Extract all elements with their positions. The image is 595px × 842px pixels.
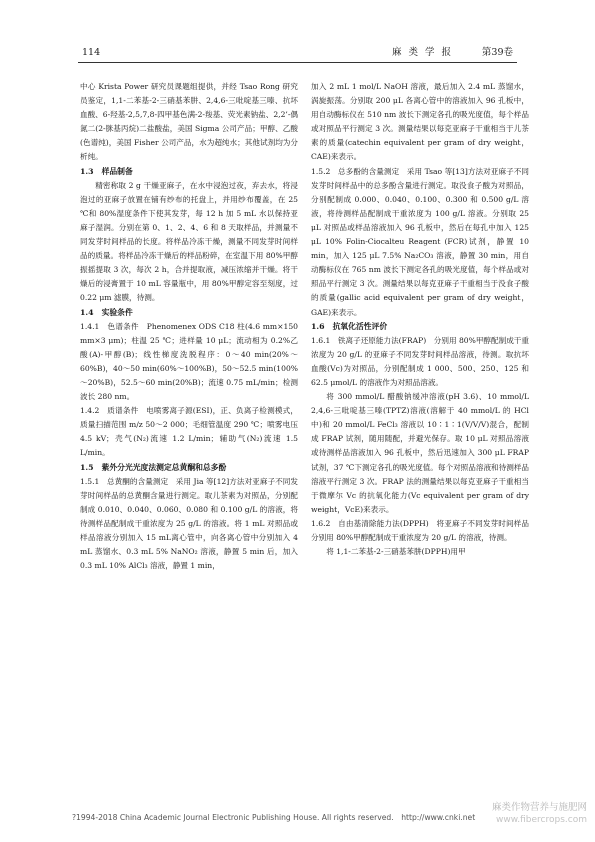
site-watermark [492, 802, 587, 826]
section-title: 实验条件 [101, 307, 133, 317]
body-paragraph: 1.6.1 铁离子还原能力法(FRAP) 分别用 80%甲醇配制成干重浓度为 20 g/L 的亚麻子不同发芽时间样品溶液，待测。取抗坏血酸(Vc)为对照品，分别配制成 1 000、500、250、125 和 62.5 μmol/L 的溶液作为对照品溶液。 [311, 335, 529, 387]
right-text-column [311, 80, 529, 559]
section-number: 1.6 [311, 321, 325, 331]
left-text-column [80, 80, 298, 573]
running-header [78, 44, 517, 63]
body-paragraph: 将 1,1-二苯基-2-三硝基苯肼(DPPH)用甲 [326, 547, 466, 557]
section-number: 1.3 [80, 166, 94, 176]
body-paragraph: 精密称取 2 g 干燥亚麻子，在水中浸泡过夜，弃去水，将浸泡过的亚麻子放置在铺有纱布的托盘上，并用纱布覆盖，在 25 ℃和 80%湿度条件下使其发芽，每 12 h 加 5 mL 水以保持亚麻子湿润。分别在第 0、1、2、4、6 和 8 天取样品，并测量不同发芽时间样品的长度。将样品冷冻干燥，测量不同发芽时间样品的质量。将样品冷冻干燥后的样品粉碎，在室温下用 80%甲醇振摇提取 3 次，每次 2 h，合并提取液，减压浓缩并干燥。将干燥后的浸膏置于 10 mL 容量瓶中，用 80%甲醇定容至刻度，过 0.22 μm 滤膜，待测。 [80, 180, 298, 303]
watermark-chinese: 麻类作物营养与施肥网 [491, 802, 587, 813]
section-heading [80, 461, 298, 475]
body-paragraph: 1.6.2 自由基清除能力法(DPPH) 将亚麻子不同发芽时间样品分别用 80%甲醇配制成干重浓度为 20 g/L 的溶液，待测。 [311, 518, 529, 542]
journal-title: 麻 类 学 报 [391, 47, 453, 58]
section-title: 样品制备 [101, 166, 133, 176]
body-paragraph: 1.4.1 色谱条件 Phenomenex ODS C18 柱(4.6 mm×150 mm×3 μm)；柱温 25 ℃；进样量 10 μL；流动相为 0.2%乙酸(A)-甲醇(B)；线性梯度洗脱程序：0～40 min(20%～60%B)，40～50 min(60%～100%B)，50～52.5 min(100%～20%B)，52.5～60 min(20%B)；流速 0.75 mL/min；检测波长 280 nm。 [80, 321, 298, 402]
section-number: 1.5 [80, 462, 94, 472]
volume-label: 第39卷 [481, 47, 513, 58]
section-number: 1.4 [80, 307, 94, 317]
body-paragraph: 中心 Krista Power 研究员课题组提供，并经 Tsao Rong 研究员鉴定，1,1-二苯基-2-三硝基苯肼、2,4,6-三吡啶基三嗪、抗坏血酸、6-羟基-2,5,7,8-四甲基色满-2-羧基、荧光素钠盐、2,2’-偶氮二(2-脒基丙烷)二盐酸盐，美国 Sigma 公司产品；甲醇、乙酸(色谱纯)，美国 Fisher 公司产品，水为超纯水；其他试剂均为分析纯。 [80, 82, 298, 162]
watermark-url: www.fibercrops.com [496, 815, 587, 825]
page-number: 114 [82, 47, 101, 58]
section-heading [311, 320, 529, 334]
section-title: 紫外分光光度法测定总黄酮和总多酚 [101, 462, 227, 472]
body-paragraph: 将 300 mmol/L 醋酸钠缓冲溶液(pH 3.6)、10 mmol/L 2,4,6-三吡啶基三嗪(TPTZ)溶液(溶解于 40 mmol/L 的 HCl 中)和 20 mmol/L FeCl₃ 溶液以 10∶1∶1(V/V/V)混合，配制成 FRAP 试剂，随用随配，并避光保存。取 10 μL 对照品溶液或待测样品溶液加入 96 孔板中，然后迅速加入 300 μL FRAP 试剂，37 ℃下测定各孔的吸光度值。每个对照品溶液和待测样品溶液平行测定 3 次。FRAP 法的测量结果以每克亚麻子干重相当于微摩尔 Vc 的抗氧化能力(Vc equivalent per gram of dry weight，VcE)来表示。 [311, 392, 530, 514]
section-heading [80, 165, 298, 179]
copyright-notice: ?1994-2018 China Academic Journal Electronic Publishing House. All rights reserved. http://www.cnki.net [72, 813, 476, 822]
body-paragraph: 1.5.1 总黄酮的含量测定 采用 Jia 等[12]方法对亚麻子不同发芽时间样品的总黄酮含量进行测定。取儿茶素为对照品，分别配制成 0.010、0.040、0.060、0.080 和 0.100 g/L 的溶液，将待测样品配制成干重浓度为 25 g/L 的溶液。将 1 mL 对照品或样品溶液分别加入 15 mL离心管中，向各离心管中分别加入 4 mL 蒸馏水、0.3 mL 5% NaNO₂ 溶液，静置 5 min 后，加入 0.3 mL 10% AlCl₃ 溶液，静置 1 min， [80, 476, 298, 571]
body-paragraph: 加入 2 mL 1 mol/L NaOH 溶液，最后加入 2.4 mL 蒸馏水，涡旋振荡。分别取 200 μL 各离心管中的溶液加入 96 孔板中，用自动酶标仪在 510 nm 波长下测定各孔的吸光度值，每个样品或对照品平行测定 3 次。测量结果以每克亚麻子干重相当于儿茶素的质量(catechin equivalent per gram of dry weight，CAE)来表示。 [311, 82, 529, 162]
body-paragraph: 1.4.2 质谱条件 电喷雾离子源(ESI)，正、负离子检测模式，质量扫描范围 m/z 50～2 000；毛细管温度 290 ℃；喷雾电压 4.5 kV；壳气(N₂)流速 1.2 L/min；辅助气(N₂)流速 1.5 L/min。 [80, 406, 298, 458]
body-paragraph: 1.5.2 总多酚的含量测定 采用 Tsao 等[13]方法对亚麻子不同发芽时间样品中的总多酚含量进行测定。取没食子酸为对照品，分别配制成 0.000、0.040、0.100、0.300 和 0.500 g/L 溶液，将待测样品配制成干重浓度为 100 g/L 溶液。分别取 25 μL 对照品或样品溶液加入 96 孔板中，然后在每孔中加入 125 μL 10% Folin-Ciocalteu Reagent (FCR)试剂，静置 10 min，加入 125 μL 7.5% Na₂CO₃ 溶液，静置 30 min，用自动酶标仪在 765 nm 波长下测定各孔的吸光度值，每个样品或对照品平行测定 3 次。测量结果以每克亚麻子干重相当于没食子酸的质量(gallic acid equivalent per gram of dry weight，GAE)来表示。 [311, 166, 529, 317]
section-title: 抗氧化活性评价 [332, 321, 388, 331]
section-heading [80, 306, 298, 320]
page-footer [0, 802, 595, 828]
